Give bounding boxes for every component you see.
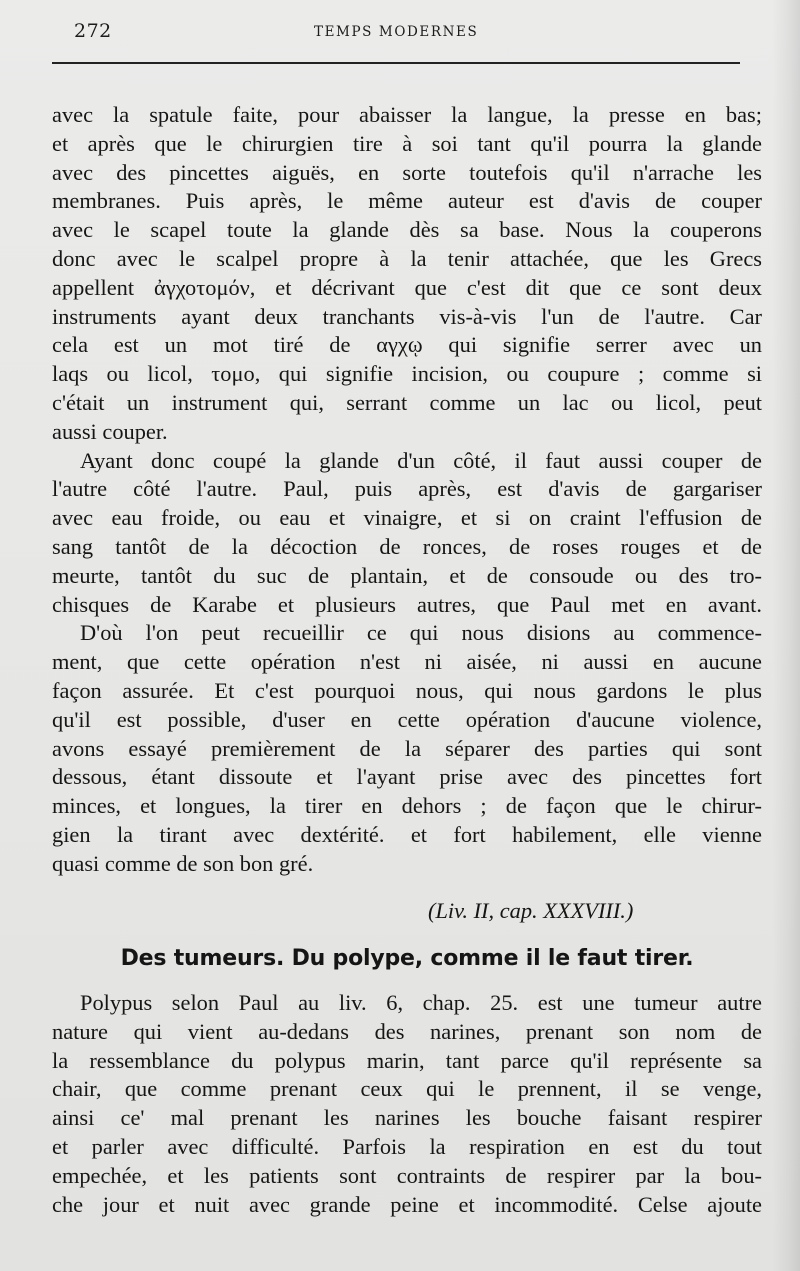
- text-line: la ressemblance du polypus marin, tant parce qu'il représente sa: [52, 1047, 762, 1073]
- text-line: aussi couper.: [52, 418, 168, 444]
- text-line: Polypus selon Paul au liv. 6, chap. 25. est une tumeur autre: [80, 990, 762, 1015]
- text-line: qu'il est possible, d'user en cette opération d'aucune violence,: [52, 706, 762, 732]
- text-line: et parler avec difficulté. Parfois la respiration en est du tout: [52, 1133, 762, 1159]
- text-line: membranes. Puis après, le même auteur est d'avis de couper: [52, 188, 762, 214]
- text-line: avec eau froide, ou eau et vinaigre, et si on craint l'effusion de: [52, 505, 762, 531]
- running-title: TEMPS MODERNES: [314, 24, 479, 40]
- text-line: meurte, tantôt du suc de plantain, et de consoude ou des tro-: [52, 562, 762, 588]
- text-line: avec des pincettes aiguës, en sorte toutefois qu'il n'arrache les: [52, 159, 762, 185]
- text-line: c'était un instrument qui, serrant comme un lac ou licol, peut: [52, 389, 762, 415]
- text-line: cela est un mot tiré de αγχῳ qui signifie serrer avec un: [52, 332, 762, 358]
- text-line: instruments ayant deux tranchants vis-à-vis l'un de l'autre. Car: [52, 303, 762, 329]
- text-line: empechée, et les patients sont contraints de respirer par la bou-: [52, 1162, 762, 1188]
- text-line: sang tantôt de la décoction de ronces, de roses rouges et de: [52, 533, 762, 559]
- text-line: appellent ἀγχοτομόν, et décrivant que c'est dit que ce sont deux: [52, 274, 762, 300]
- spine-shadow: [772, 0, 800, 1271]
- text-line: che jour et nuit avec grande peine et incommodité. Celse ajoute: [52, 1191, 762, 1217]
- text-line: façon assurée. Et c'est pourquoi nous, qui nous gardons le plus: [52, 677, 762, 703]
- body-text-lower: [52, 989, 762, 1219]
- text-line: D'où l'on peut recueillir ce qui nous disions au commence-: [80, 620, 762, 646]
- text-line: gien la tirant avec dextérité. et fort habilement, elle vienne: [52, 821, 762, 847]
- text-line: ainsi ce' mal prenant les narines les bouche faisant respirer: [52, 1105, 762, 1131]
- citation: (Liv. II, cap. XXXVIII.): [428, 898, 634, 923]
- text-line: l'autre côté l'autre. Paul, puis après, est d'avis de gargariser: [52, 476, 762, 502]
- text-line: Ayant donc coupé la glande d'un côté, il faut aussi couper de: [80, 447, 762, 473]
- text-line: avec le scapel toute la glande dès sa base. Nous la couperons: [52, 217, 762, 243]
- text-line: donc avec le scalpel propre à la tenir attachée, que les Grecs: [52, 245, 762, 271]
- text-line: chisques de Karabe et plusieurs autres, que Paul met en avant.: [52, 591, 762, 617]
- body-text-upper: [52, 101, 762, 879]
- page-number: 272: [74, 20, 112, 42]
- text-line: minces, et longues, la tirer en dehors ; de façon que le chirur-: [52, 793, 762, 819]
- text-line: nature qui vient au-dedans des narines, prenant son nom de: [52, 1018, 762, 1044]
- text-line: quasi comme de son bon gré.: [52, 850, 314, 876]
- text-line: avec la spatule faite, pour abaisser la langue, la presse en bas;: [52, 102, 762, 127]
- text-line: ment, que cette opération n'est ni aisée, ni aussi en aucune: [52, 649, 762, 675]
- header-rule: [52, 62, 740, 64]
- text-line: avons essayé premièrement de la séparer des parties qui sont: [52, 735, 762, 761]
- running-head: [52, 20, 742, 46]
- section-heading: Des tumeurs. Du polype, comme il le faut tirer.: [120, 946, 694, 971]
- text-line: et après que le chirurgien tire à soi tant qu'il pourra la glande: [52, 130, 762, 156]
- text-line: dessous, étant dissoute et l'ayant prise avec des pincettes fort: [52, 764, 762, 790]
- text-line: laqs ou licol, τομο, qui signifie incision, ou coupure ; comme si: [52, 361, 762, 387]
- text-line: chair, que comme prenant ceux qui le prennent, il se venge,: [52, 1076, 762, 1102]
